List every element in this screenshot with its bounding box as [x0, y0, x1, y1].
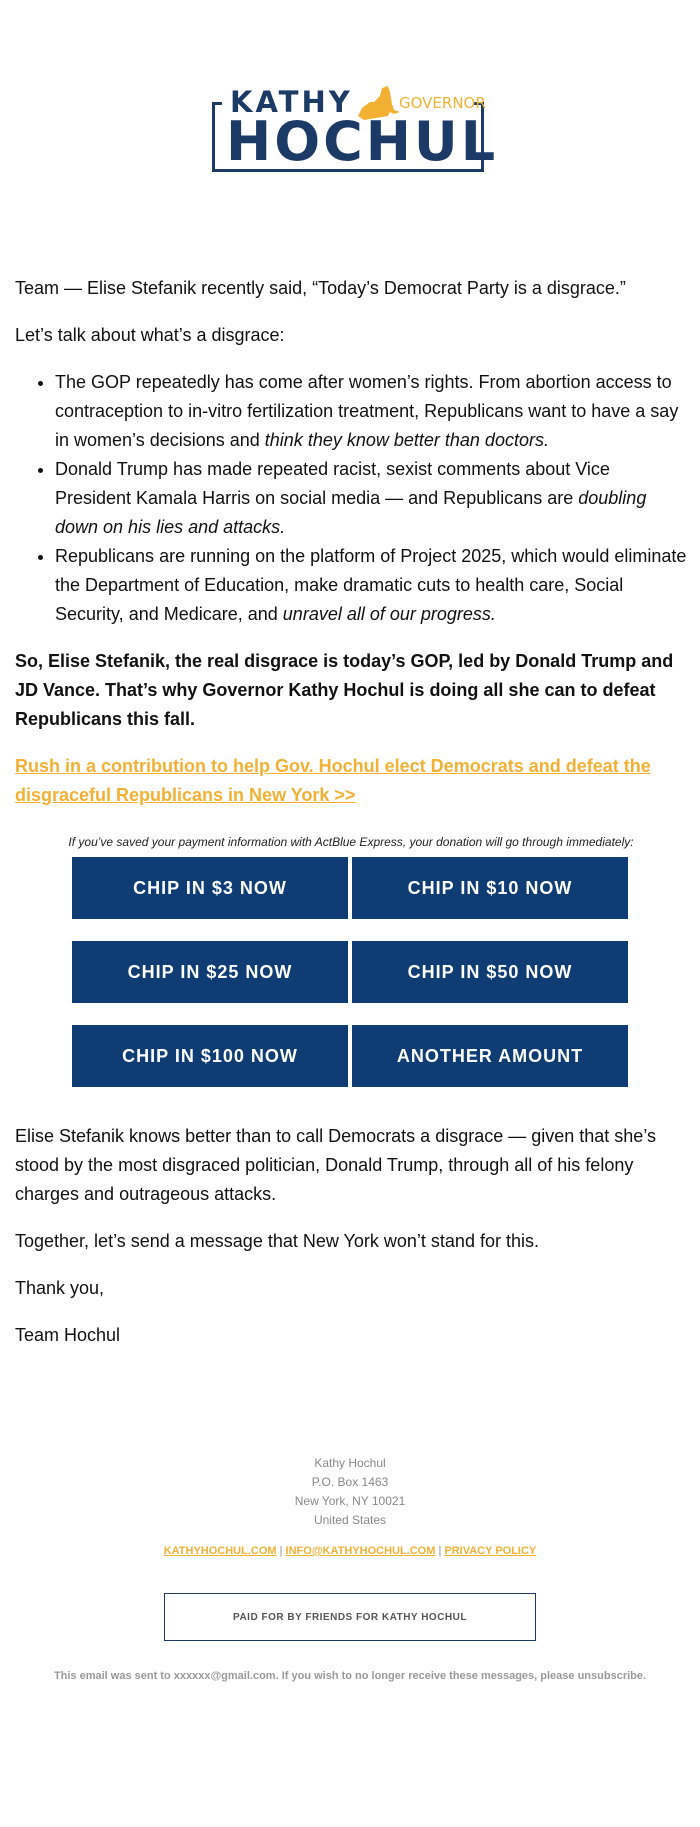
privacy-policy-link[interactable]: PRIVACY POLICY	[444, 1545, 537, 1557]
list-item-text: Donald Trump has made repeated racist, sexist comments about Vice President Kamala Harris on social media — and Republicans are	[55, 459, 610, 508]
list-item-emphasis: doubling down on his lies and attacks.	[55, 488, 647, 537]
address-line: Kathy Hochul	[314, 1456, 386, 1470]
logo-first-name: KATHY	[230, 85, 353, 119]
logo-frame-corner-left	[212, 102, 222, 105]
unsubscribe-notice[interactable]: This email was sent to xxxxxx@gmail.com. If you wish to no longer receive these messages, please unsubscribe.	[53, 1670, 647, 1682]
address-line: United States	[313, 1513, 387, 1527]
list-item-text: The GOP repeatedly has come after women’s rights. From abortion access to contraception to in-vitro fertilization treatment, Republicans want to have a say in women’s decisions and	[55, 372, 679, 450]
lead-paragraph: Let’s talk about what’s a disgrace:	[15, 325, 285, 345]
closing-paragraph: Elise Stefanik knows better than to call Democrats a disgrace — given that she’s stood by the most disgraced politician, Donald Trump, through all of his felony charges and outrageous attacks.	[15, 1126, 656, 1204]
list-item	[55, 542, 687, 629]
chip-in-3-button[interactable]: CHIP IN $3 NOW	[72, 857, 348, 919]
sign-off: Thank you,	[15, 1278, 105, 1298]
bold-statement: So, Elise Stefanik, the real disgrace is today’s GOP, led by Donald Trump and JD Vance. That’s why Governor Kathy Hochul is doing all she can to defeat Republicans this fall.	[15, 651, 674, 729]
closing-paragraph: Together, let’s send a message that New York won’t stand for this.	[15, 1231, 539, 1251]
chip-in-100-button[interactable]: CHIP IN $100 NOW	[72, 1025, 348, 1087]
closing-section	[15, 1122, 687, 1368]
campaign-logo	[0, 84, 700, 176]
email-link[interactable]: INFO@KATHYHOCHUL.COM	[285, 1545, 436, 1557]
address-line: P.O. Box 1463	[311, 1475, 389, 1489]
intro-paragraph: Team — Elise Stefanik recently said, “Today’s Democrat Party is a disgrace.”	[15, 278, 626, 298]
footer-address	[0, 1454, 700, 1530]
website-link[interactable]: KATHYHOCHUL.COM	[163, 1545, 277, 1557]
list-item-emphasis: unravel all of our progress.	[282, 604, 496, 624]
logo-title: GOVERNOR	[399, 94, 486, 112]
chip-in-25-button[interactable]: CHIP IN $25 NOW	[72, 941, 348, 1003]
link-separator: |	[438, 1545, 442, 1557]
chip-in-10-button[interactable]: CHIP IN $10 NOW	[352, 857, 628, 919]
paid-for-disclaimer: PAID FOR BY FRIENDS FOR KATHY HOCHUL	[164, 1593, 536, 1641]
list-item-emphasis: think they know better than doctors.	[264, 430, 549, 450]
link-separator: |	[279, 1545, 283, 1557]
address-line: New York, NY 10021	[294, 1494, 406, 1508]
disgrace-list	[15, 368, 687, 629]
email-body	[15, 274, 687, 861]
list-item	[55, 368, 687, 455]
signature: Team Hochul	[15, 1325, 121, 1345]
footer-links	[0, 1545, 700, 1557]
another-amount-button[interactable]: ANOTHER AMOUNT	[352, 1025, 628, 1087]
chip-in-50-button[interactable]: CHIP IN $50 NOW	[352, 941, 628, 1003]
list-item	[55, 455, 687, 542]
actblue-note: If you’ve saved your payment information with ActBlue Express, your donation will go through immediately:	[68, 835, 634, 849]
contribution-link[interactable]: Rush in a contribution to help Gov. Hochul elect Democrats and defeat the disgraceful Republicans in New York >>	[15, 756, 651, 805]
logo-last-name: HOCHUL	[226, 110, 499, 173]
list-item-text: Republicans are running on the platform of Project 2025, which would eliminate the Department of Education, make dramatic cuts to health care, Social Security, and Medicare, and	[55, 546, 687, 624]
